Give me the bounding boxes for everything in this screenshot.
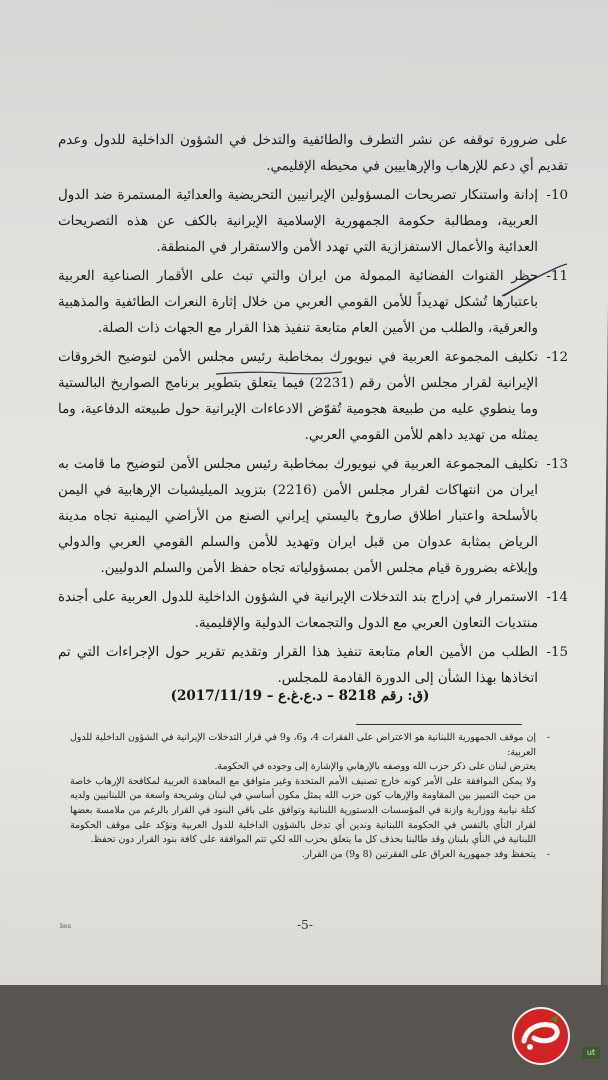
resolution-reference: (ق: رقم 8218 – د.ع.غ.ع – 2017/11/19)	[170, 688, 430, 704]
logo-tag: ut	[582, 1047, 600, 1059]
item-number: 11-	[546, 269, 568, 284]
item-text: حظر القنوات الفضائية الممولة من ايران والتي تبث على الأقمار الصناعية العربية باعتبارها تُشكل تهديداً للأمن القومي العربي من خلال إثارة النعرات الطائفية والمذهبية والعرقية، والطلب من الأمين العام متابعة تنفيذ هذا القرار مع الجهات ذات الصلة.	[58, 269, 538, 336]
item-number: 15-	[546, 645, 568, 660]
item-number: 14-	[546, 590, 568, 605]
footnote-lebanon	[70, 731, 550, 760]
footnotes	[70, 731, 550, 862]
resolution-item-10	[58, 183, 568, 261]
footnote-text: يتحفظ وفد جمهورية العراق على الفقرتين (8 و9) من القرار.	[301, 848, 536, 860]
resolution-item-13	[58, 452, 568, 582]
document-body	[58, 128, 568, 695]
page-number: -5-	[297, 918, 313, 932]
footnote-divider	[356, 724, 522, 725]
item-text: تكليف المجموعة العربية في نيويورك بمخاطبة رئيس مجلس الأمن لتوضيح ما قامت به ايران من انتهاكات لقرار مجلس الأمن (2216) بتزويد الميليشيات الإرهابية في اليمن بالأسلحة واعتبار اطلاق صاروخ باليستي إيراني الصنع من الأراضي اليمنية تجاه مدينة الرياض بمثابة عدوان من قبل ايران وتهديد للأمن والسلم القومي العربي والدولي وإبلاغه بضرورة قيام مجلس الأمن بمسؤولياته تجاه حفظ الأمن والسلم الدوليين.	[58, 457, 538, 576]
item-number: 10-	[546, 188, 568, 203]
item-number: 13-	[546, 457, 568, 472]
footnote-iraq	[70, 848, 550, 863]
resolution-item-15	[58, 640, 568, 692]
page-mark: bea	[60, 923, 71, 930]
item-text: الطلب من الأمين العام متابعة تنفيذ هذا القرار وتقديم تقرير حول الإجراءات التي تم اتخاذها بهذا الشأن إلى الدورة القادمة للمجلس.	[58, 645, 538, 686]
news-agency-logo	[510, 1005, 572, 1067]
footnote-bullet: -	[546, 732, 550, 743]
item-text: الاستمرار في إدراج بند التدخلات الإيرانية في الشؤون الداخلية للدول العربية على أجندة منتديات التعاون العربي مع الدول والتجمعات الدولية والإقليمية.	[58, 590, 538, 631]
item-text: إدانة واستنكار تصريحات المسؤولين الإيرانيين التحريضية والعدائية المستمرة ضد الدول العربية، ومطالبة حكومة الجمهورية الإسلامية الإيرانية بالكف عن هذه التصريحات العدائية والأعمال الاستفزازية التي تهدد الأمن والاستقرار في المنطقة.	[58, 188, 538, 255]
item-number: 12-	[546, 350, 568, 365]
intro-paragraph: على ضرورة توقفه عن نشر التطرف والطائفية والتدخل في الشؤون الداخلية للدول وعدم تقديم أي دعم للإرهاب والإرهابيين في محيطه الإقليمي.	[58, 133, 568, 174]
footnote-bullet: -	[546, 848, 550, 860]
resolution-item-14	[58, 585, 568, 637]
resolution-item-11	[58, 264, 568, 342]
footnote-text: إن موقف الجمهورية اللبنانية هو الاعتراض على الفقرات 4، و6، و9 في قرار التدخلات الإيرانية في الشؤون الداخلية للدول العربية:	[70, 732, 536, 758]
item-text: تكليف المجموعة العربية في نيويورك بمخاطبة رئيس مجلس الأمن لتوضيح الخروقات الإيرانية لقرار مجلس الأمن رقم (2231) فيما يتعلق بتطوير برنامج الصواريخ البالستية وما ينطوي عليه من طبيعة هجومية تُقوّض الادعاءات الإيرانية حول طبيعته الدفاعية، وما يمثله من تهديد داهم للأمن القومي العربي.	[58, 350, 538, 443]
footnote-lebanon-detail-1: يعترض لبنان على ذكر حزب الله ووصفه بالإرهابي والإشارة إلى وجوده في الحكومة.	[214, 761, 536, 773]
resolution-item-12	[58, 345, 568, 449]
footnote-lebanon-detail-2: ولا يمكن الموافقة على الأمر كونه خارج تصنيف الأمم المتحدة وغير متوافق مع المعاهدة العربية لمكافحة الإرهاب خاصة من حيث التمييز بين المقاومة والإرهاب كون حزب الله يمثل مكون أساسي في لبنان وشريحة واسعة من اللبنانيين ولديه كتلة نيابية ووزارية وازنة في المؤسسات الدستورية اللبنانية وتوافق على باقي البنود في القرار بالرغم من ملامسة بعضها لقرار النأي بالنفس في الحكومة اللبنانية وندين أي تدخل بالشؤون الداخلية للدول العربية ونؤكد على موقف الحكومة اللبنانية في النأي بلبنان وقد طالبنا بحذف كل ما يتعلق بحزب الله لكي تتم الموافقة على كافة بنود القرار دون تحفظ.	[70, 775, 536, 846]
